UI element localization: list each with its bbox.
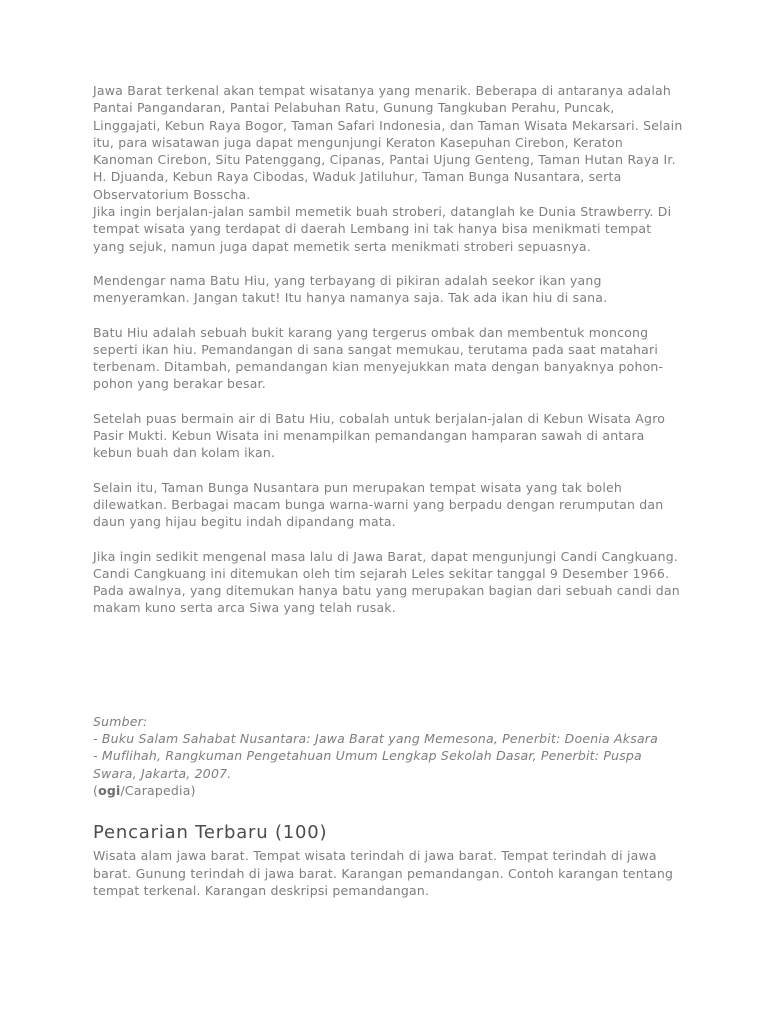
sources-section xyxy=(93,713,685,799)
credit-author-name: ogi xyxy=(98,782,121,798)
sources-label: Sumber: xyxy=(93,713,148,729)
paragraph-candi-cangkuang: Jika ingin sedikit mengenal masa lalu di Jawa Barat, dapat mengunjungi Candi Cangkuang. Candi Cangkuang ini ditemukan oleh tim sejarah Leles sekitar tanggal 9 Desember 1966. Pada awalnya, yang ditemukan hanya batu yang merupakan bagian dari sebuah candi dan makam kuno serta arca Siwa yang telah rusak. xyxy=(93,548,680,616)
paragraph-batu-hiu-name: Mendengar nama Batu Hiu, yang terbayang di pikiran adalah seekor ikan yang menyeramkan. Jangan takut! Itu hanya namanya saja. Tak ada ikan hiu di sana. xyxy=(93,272,608,306)
credit-open-paren: ( xyxy=(93,782,99,798)
recent-searches-section xyxy=(93,821,685,899)
paragraph-batu-hiu-description: Batu Hiu adalah sebuah bukit karang yang tergerus ombak dan membentuk moncong seperti ikan hiu. Pemandangan di sana sangat memukau, terutama pada saat matahari terbenam. Ditambah, pemandangan kian menyejukkan mata dengan banyaknya pohon-pohon yang berakar besar. xyxy=(93,324,664,392)
paragraph-kebun-wisata-agro: Setelah puas bermain air di Batu Hiu, cobalah untuk berjalan-jalan di Kebun Wisata Agro Pasir Mukti. Kebun Wisata ini menampilkan pemandangan hamparan sawah di antara kebun buah dan kolam ikan. xyxy=(93,410,666,461)
paragraph-intro-places: Jawa Barat terkenal akan tempat wisatanya yang menarik. Beberapa di antaranya adalah Pantai Pangandaran, Pantai Pelabuhan Ratu, Gunung Tangkuban Perahu, Puncak, Linggajati, Kebun Raya Bogor, Taman Safari Indonesia, dan Taman Wisata Mekarsari. Selain itu, para wisatawan juga dapat mengunjungi Keraton Kasepuhan Cirebon, Keraton Kanoman Cirebon, Situ Patenggang, Cipanas, Pantai Ujung Genteng, Taman Hutan Raya Ir. H. Djuanda, Kebun Raya Cibodas, Waduk Jatiluhur, Taman Bunga Nusantara, serta Observatorium Bosscha. xyxy=(93,83,683,202)
paragraph-taman-bunga-nusantara: Selain itu, Taman Bunga Nusantara pun merupakan tempat wisata yang tak boleh dilewatkan. Berbagai macam bunga warna-warni yang berpadu dengan rerumputan dan daun yang hijau begitu indah dipandang mata. xyxy=(93,479,664,530)
source-item-2: - Muflihah, Rangkuman Pengetahuan Umum Lengkap Sekolah Dasar, Penerbit: Puspa Swara, Jakarta, 2007. xyxy=(93,748,642,781)
document-content xyxy=(93,82,685,899)
source-item-1: - Buku Salam Sahabat Nusantara: Jawa Barat yang Memesona, Penerbit: Doenia Aksara xyxy=(93,731,659,747)
recent-searches-heading: Pencarian Terbaru (100) xyxy=(93,822,328,844)
recent-searches-text: Wisata alam jawa barat. Tempat wisata terindah di jawa barat. Tempat terindah di jawa barat. Gunung terindah di jawa barat. Karangan pemandangan. Contoh karangan tentang tempat terkenal. Karangan deskripsi pemandangan. xyxy=(93,848,674,898)
author-credit xyxy=(93,782,685,799)
credit-site-name: /Carapedia) xyxy=(120,782,196,798)
paragraph-dunia-strawberry: Jika ingin berjalan-jalan sambil memetik buah stroberi, datanglah ke Dunia Strawberry. Di tempat wisata yang terdapat di daerah Lembang ini tak hanya bisa menikmati tempat yang sejuk, namun juga dapat memetik serta menikmati stroberi sepuasnya. xyxy=(93,204,672,254)
